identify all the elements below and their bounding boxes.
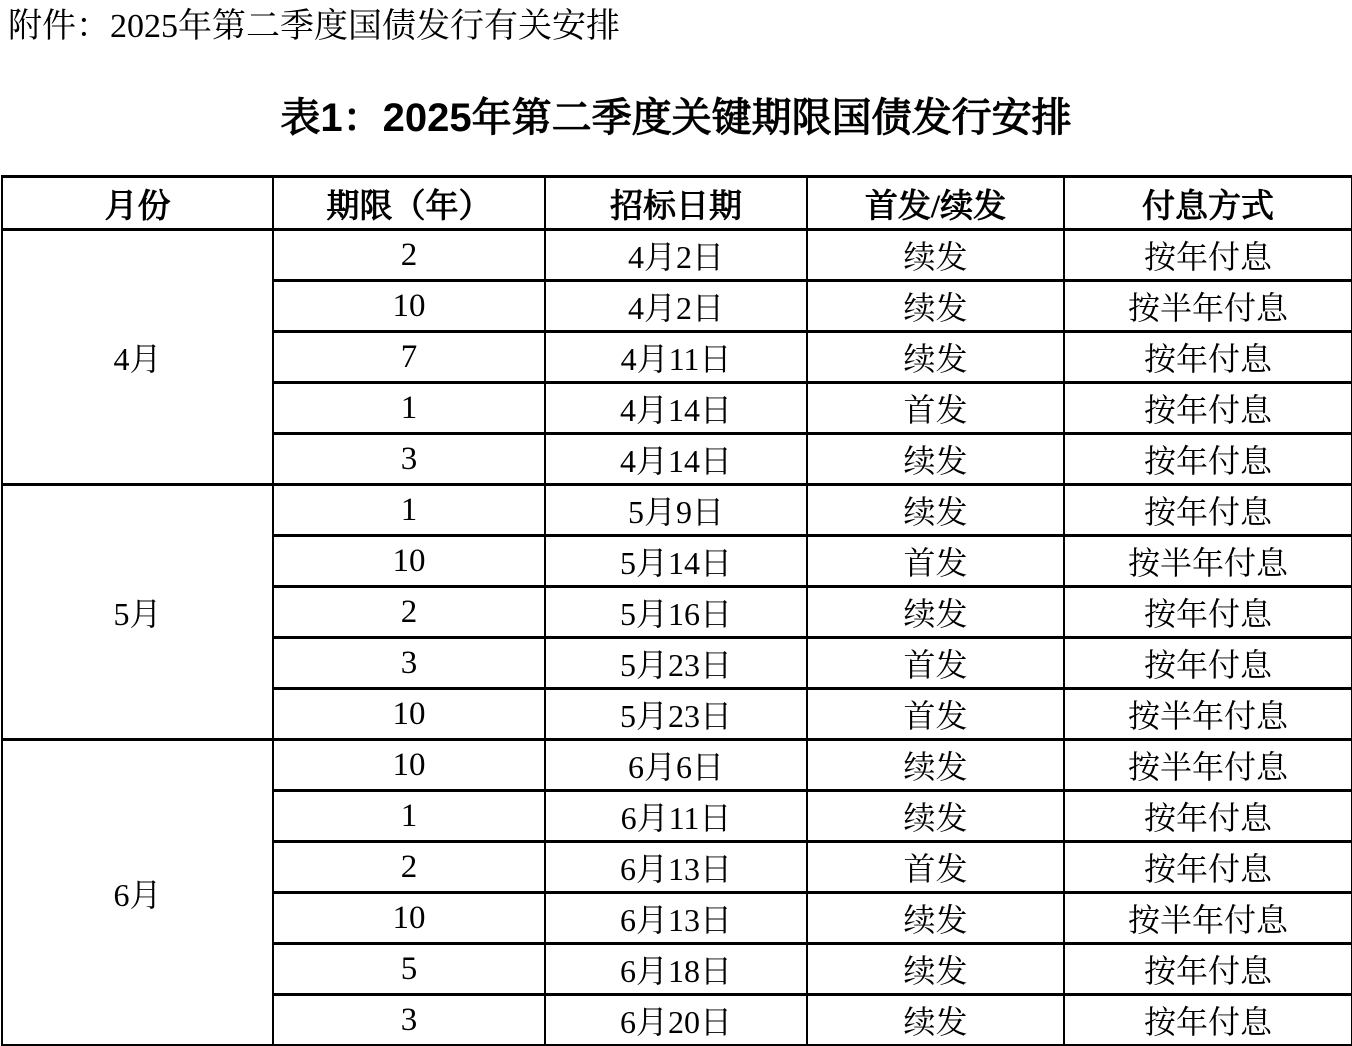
- term-cell: 10: [273, 689, 545, 740]
- issue-type-cell: 续发: [807, 434, 1064, 485]
- interest-method-cell: 按年付息: [1064, 485, 1352, 536]
- header-tender-date: 招标日期: [545, 177, 807, 230]
- issue-type-cell: 续发: [807, 995, 1064, 1046]
- tender-date-cell: 5月9日: [545, 485, 807, 536]
- term-cell: 5: [273, 944, 545, 995]
- tender-date-cell: 6月6日: [545, 740, 807, 791]
- term-cell: 7: [273, 332, 545, 383]
- term-cell: 2: [273, 587, 545, 638]
- tender-date-cell: 4月11日: [545, 332, 807, 383]
- header-issue-type: 首发/续发: [807, 177, 1064, 230]
- interest-method-cell: 按年付息: [1064, 638, 1352, 689]
- tender-date-cell: 6月11日: [545, 791, 807, 842]
- term-cell: 1: [273, 791, 545, 842]
- term-cell: 2: [273, 230, 545, 281]
- interest-method-cell: 按半年付息: [1064, 536, 1352, 587]
- tender-date-cell: 5月16日: [545, 587, 807, 638]
- issue-type-cell: 首发: [807, 689, 1064, 740]
- issue-type-cell: 续发: [807, 587, 1064, 638]
- tender-date-cell: 5月23日: [545, 689, 807, 740]
- term-cell: 3: [273, 638, 545, 689]
- table-header-row: [2, 177, 1352, 230]
- tender-date-cell: 6月13日: [545, 842, 807, 893]
- table-row: [2, 230, 1352, 281]
- issue-type-cell: 首发: [807, 536, 1064, 587]
- interest-method-cell: 按年付息: [1064, 791, 1352, 842]
- table-row: [2, 485, 1352, 536]
- interest-method-cell: 按年付息: [1064, 842, 1352, 893]
- issue-type-cell: 续发: [807, 332, 1064, 383]
- term-cell: 10: [273, 281, 545, 332]
- table-row: [2, 740, 1352, 791]
- header-interest: 付息方式: [1064, 177, 1352, 230]
- term-cell: 1: [273, 485, 545, 536]
- table-title: 表1：2025年第二季度关键期限国债发行安排: [280, 96, 1072, 140]
- header-month: 月份: [2, 177, 273, 230]
- issue-type-cell: 续发: [807, 791, 1064, 842]
- interest-method-cell: 按半年付息: [1064, 740, 1352, 791]
- tender-date-cell: 5月23日: [545, 638, 807, 689]
- interest-method-cell: 按年付息: [1064, 434, 1352, 485]
- term-cell: 10: [273, 536, 545, 587]
- issue-type-cell: 续发: [807, 740, 1064, 791]
- interest-method-cell: 按年付息: [1064, 944, 1352, 995]
- attachment-line: 附件：2025年第二季度国债发行有关安排: [8, 8, 620, 45]
- interest-method-cell: 按半年付息: [1064, 281, 1352, 332]
- interest-method-cell: 按年付息: [1064, 230, 1352, 281]
- term-cell: 10: [273, 740, 545, 791]
- header-term: 期限（年）: [273, 177, 545, 230]
- issue-type-cell: 续发: [807, 281, 1064, 332]
- interest-method-cell: 按年付息: [1064, 995, 1352, 1046]
- tender-date-cell: 6月20日: [545, 995, 807, 1046]
- interest-method-cell: 按年付息: [1064, 332, 1352, 383]
- tender-date-cell: 6月18日: [545, 944, 807, 995]
- tender-date-cell: 5月14日: [545, 536, 807, 587]
- issue-type-cell: 续发: [807, 230, 1064, 281]
- month-cell: 6月: [2, 740, 273, 1046]
- term-cell: 3: [273, 434, 545, 485]
- tender-date-cell: 4月2日: [545, 230, 807, 281]
- tender-date-cell: 6月13日: [545, 893, 807, 944]
- issue-type-cell: 续发: [807, 944, 1064, 995]
- interest-method-cell: 按半年付息: [1064, 689, 1352, 740]
- issue-type-cell: 首发: [807, 842, 1064, 893]
- issue-type-cell: 续发: [807, 893, 1064, 944]
- term-cell: 3: [273, 995, 545, 1046]
- issue-type-cell: 首发: [807, 638, 1064, 689]
- issue-type-cell: 续发: [807, 485, 1064, 536]
- interest-method-cell: 按年付息: [1064, 587, 1352, 638]
- interest-method-cell: 按半年付息: [1064, 893, 1352, 944]
- term-cell: 2: [273, 842, 545, 893]
- month-cell: 5月: [2, 485, 273, 740]
- bond-issuance-table: [1, 175, 1352, 1046]
- term-cell: 10: [273, 893, 545, 944]
- tender-date-cell: 4月14日: [545, 434, 807, 485]
- tender-date-cell: 4月14日: [545, 383, 807, 434]
- interest-method-cell: 按年付息: [1064, 383, 1352, 434]
- tender-date-cell: 4月2日: [545, 281, 807, 332]
- month-cell: 4月: [2, 230, 273, 485]
- term-cell: 1: [273, 383, 545, 434]
- issue-type-cell: 首发: [807, 383, 1064, 434]
